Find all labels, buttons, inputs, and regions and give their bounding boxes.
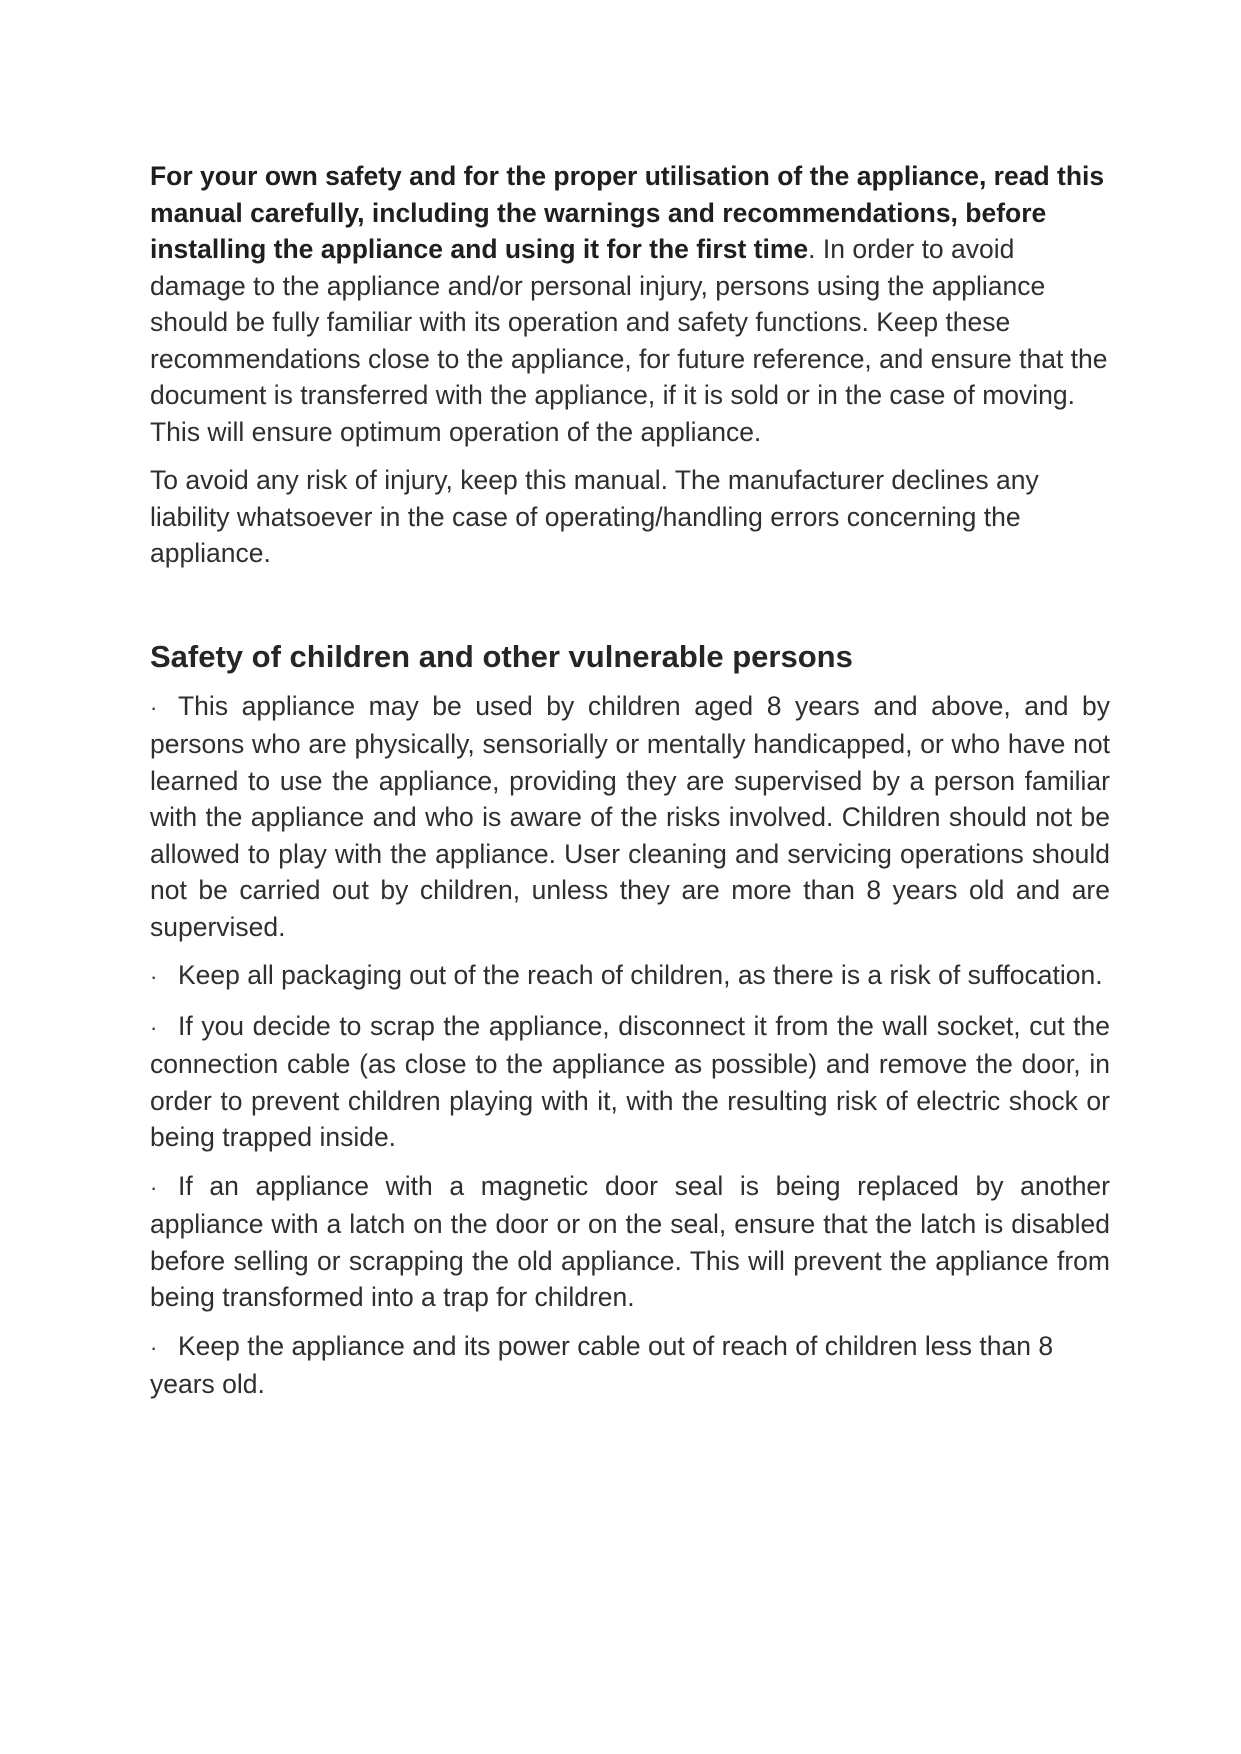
list-item-text: Keep all packaging out of the reach of children, as there is a risk of suffocation. xyxy=(178,960,1103,990)
liability-paragraph: To avoid any risk of injury, keep this manual. The manufacturer declines any liability whatsoever in the case of operating/handling errors concerning the appliance. xyxy=(150,465,1039,568)
list-item-text: If an appliance with a magnetic door seal is being replaced by another appliance with a latch on the door or on the seal, ensure that the latch is disabled before selling or scrapping the old appliance. This will prevent the appliance from being transformed into a trap for children. xyxy=(150,1170,1110,1312)
list-item-text: If you decide to scrap the appliance, disconnect it from the wall socket, cut the connection cable (as close to the appliance as possible) and remove the door, in order to prevent children playing with it, with the resulting risk of electric shock or being trapped inside. xyxy=(150,1010,1110,1152)
list-item xyxy=(150,957,1110,996)
list-item xyxy=(150,1008,1110,1156)
intro-bold-text: For your own safety and for the proper utilisation of the appliance, read this manual carefully, including the warnings and recommendations, before installing the appliance and using it for the first time xyxy=(150,161,1105,264)
bullet-icon: · xyxy=(150,964,158,989)
list-item xyxy=(150,1168,1110,1316)
list-item xyxy=(150,1328,1110,1403)
document-page xyxy=(150,158,1110,1415)
bullet-icon: · xyxy=(150,1334,158,1360)
bullet-icon: · xyxy=(150,1174,158,1200)
intro-paragraph xyxy=(150,158,1110,450)
bullet-icon: · xyxy=(150,1014,158,1040)
list-item-text: Keep the appliance and its power cable out of reach of children less than 8 years old. xyxy=(150,1330,1054,1399)
intro-normal-text: . In order to avoid damage to the appliance and/or personal injury, persons using the appliance should be fully familiar with its operation and safety functions. Keep these recommendations close to the appliance, for future reference, and ensure that the document is transferred with the appliance, if it is sold or in the case of moving. This will ensure optimum operation of the appliance. xyxy=(150,234,1108,447)
section-heading: Safety of children and other vulnerable persons xyxy=(150,638,853,674)
list-item-text: This appliance may be used by children aged 8 years and above, and by persons who are physically, sensorially or mentally handicapped, or who have not learned to use the appliance, providing they are supervised by a person familiar with the appliance and who is aware of the risks involved. Children should not be allowed to play with the appliance. User cleaning and servicing operations should not be carried out by children, unless they are more than 8 years old and are supervised. xyxy=(150,690,1110,942)
bullet-icon: · xyxy=(150,694,158,720)
list-item xyxy=(150,688,1110,946)
